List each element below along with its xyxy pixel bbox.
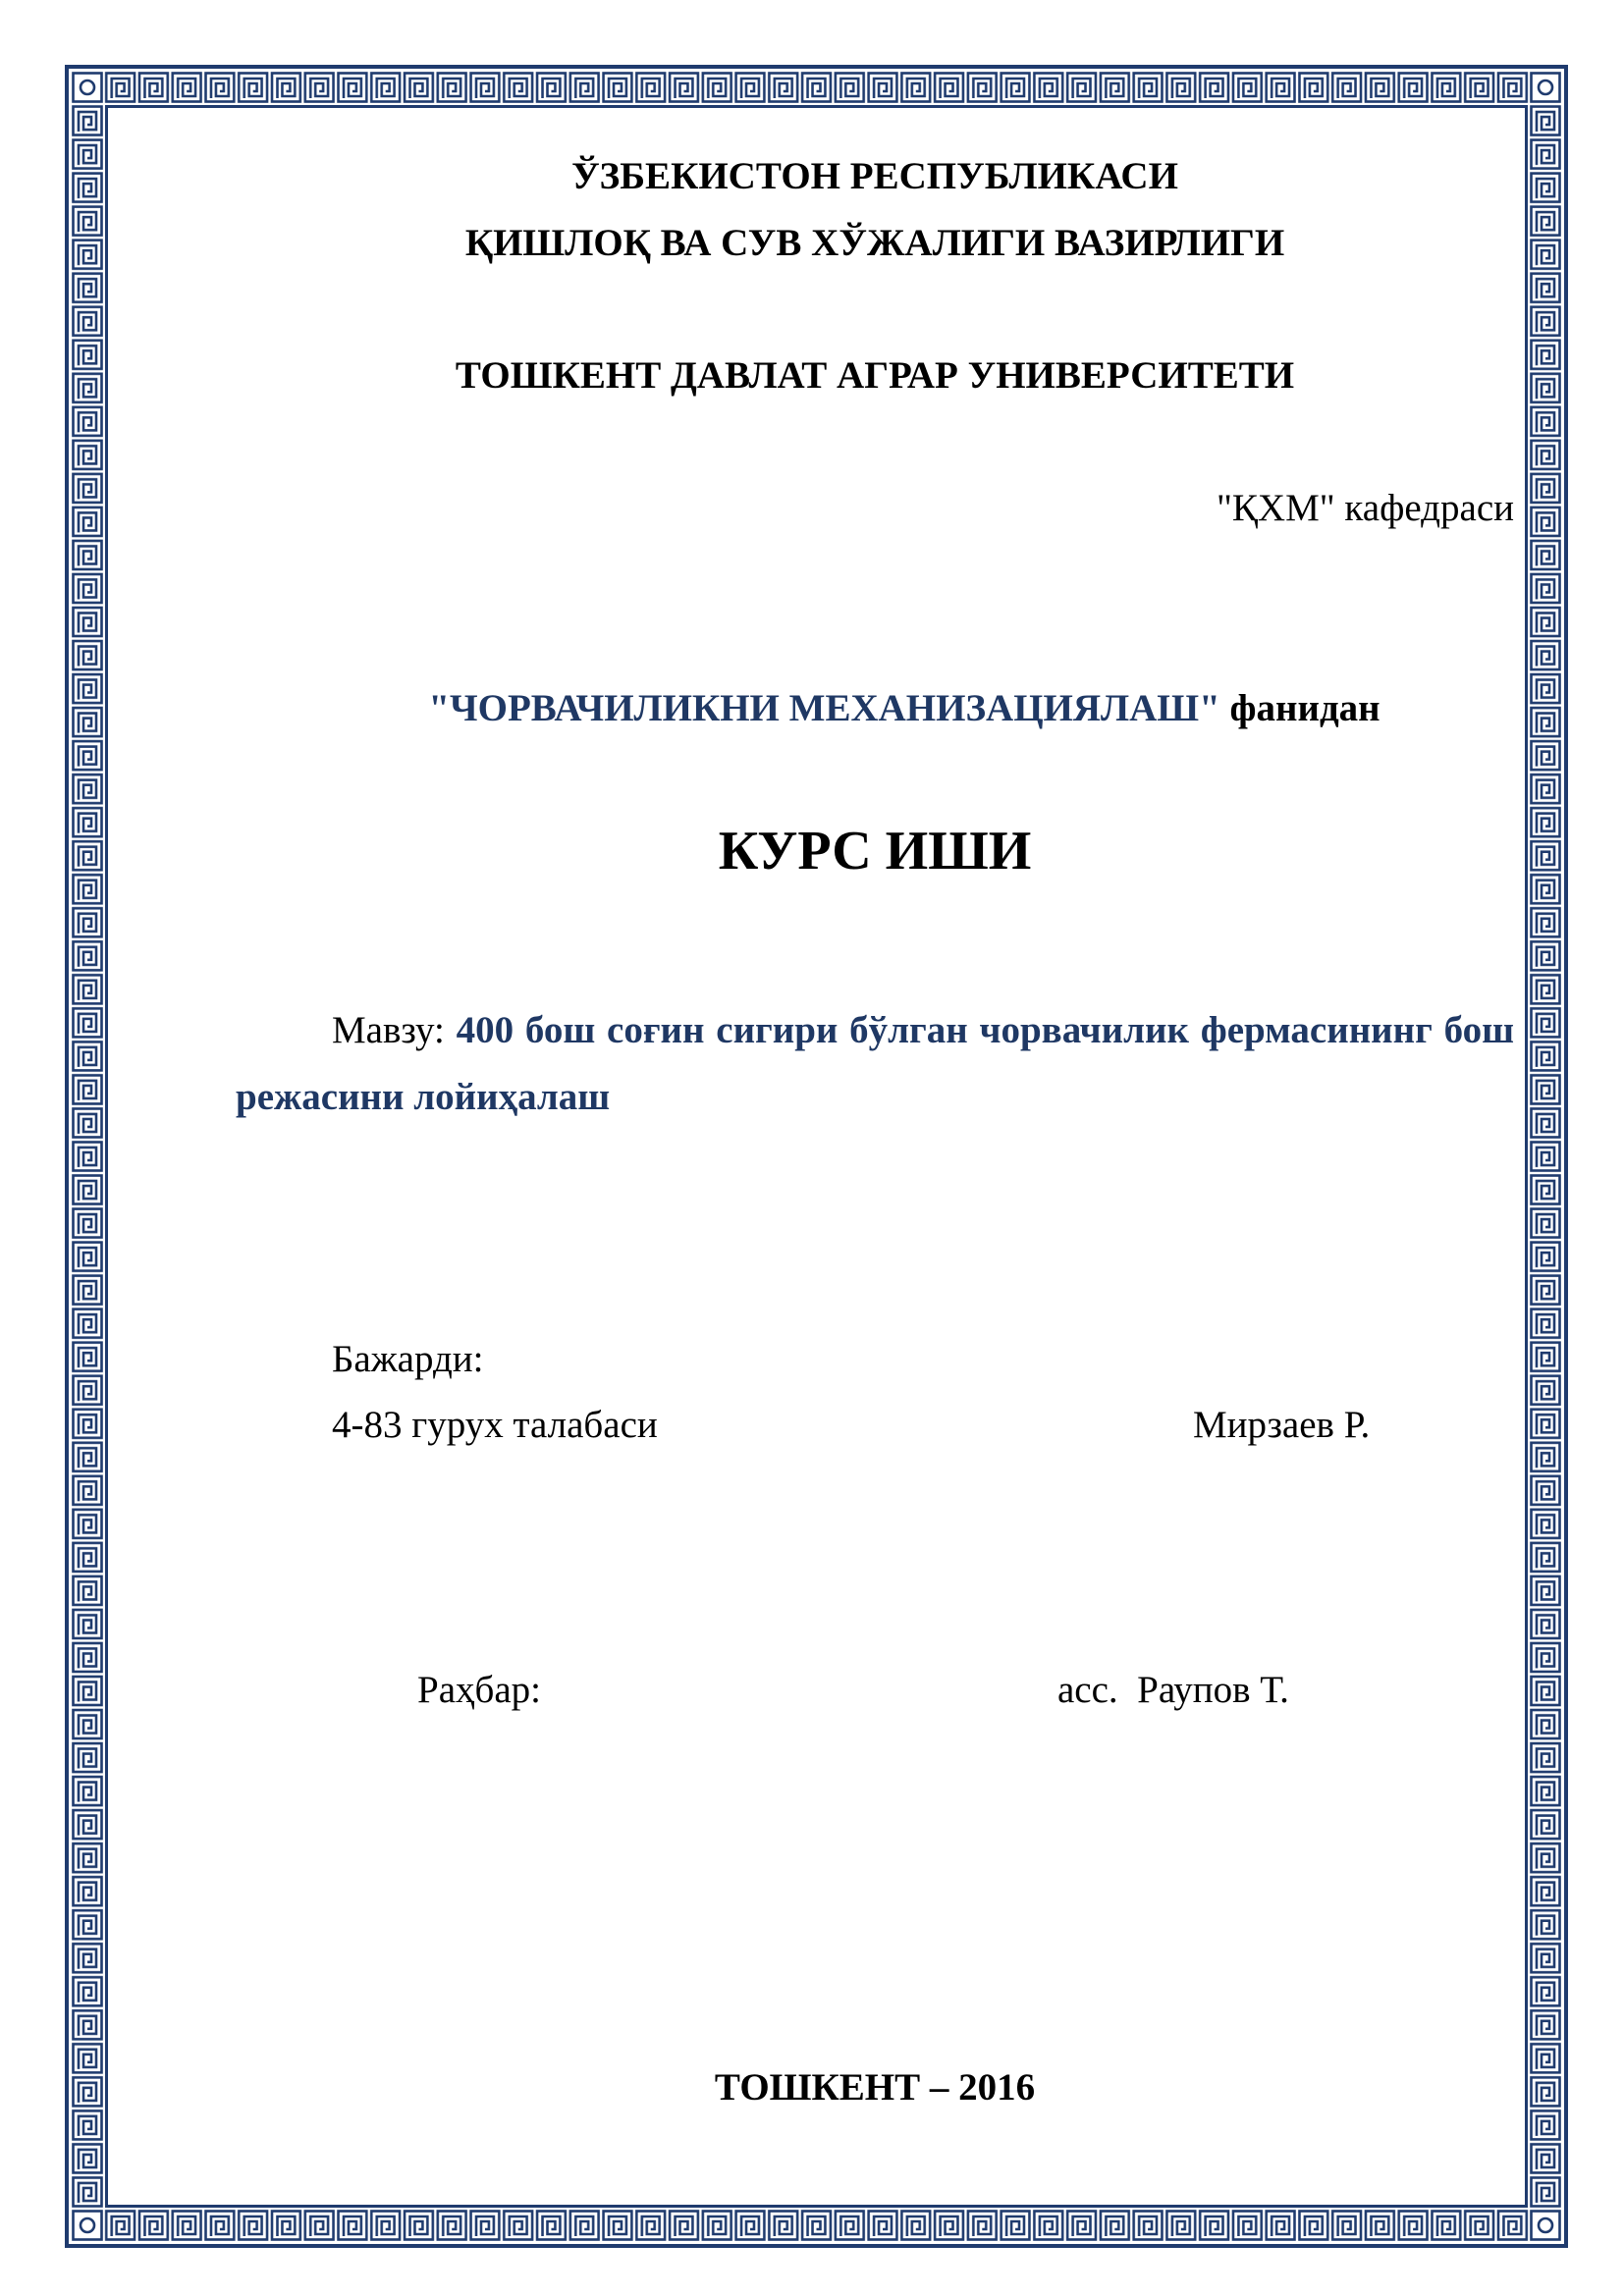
subject-title: "ЧОРВАЧИЛИКНИ МЕХАНИЗАЦИЯЛАШ" xyxy=(428,687,1220,729)
supervisor-label: Раҳбар: xyxy=(417,1669,541,1711)
ministry-heading: ҚИШЛОҚ ВА СУВ ХЎЖАЛИГИ ВАЗИРЛИГИ xyxy=(464,222,1285,264)
topic-paragraph xyxy=(236,997,1514,1131)
subject-suffix: фанидан xyxy=(1229,687,1380,729)
country-heading: ЎЗБЕКИСТОН РЕСПУБЛИКАСИ xyxy=(571,155,1178,197)
city-year-footer: ТОШКЕНТ – 2016 xyxy=(714,2066,1036,2109)
subject-line xyxy=(295,685,1514,731)
university-heading: ТОШКЕНТ ДАВЛАТ АГРАР УНИВЕРСИТЕТИ xyxy=(455,354,1295,397)
topic-text: 400 бош соғин сигири бўлган чорвачилик фермасининг бош режасини лойиҳалаш xyxy=(236,1009,1514,1118)
performer-label: Бажарди: xyxy=(332,1338,484,1380)
performer-name: Мирзаев Р. xyxy=(1193,1404,1371,1446)
topic-label: Мавзу: xyxy=(332,1009,445,1051)
department-label: "ҚХМ" кафедраси xyxy=(1216,487,1514,529)
supervisor-name: асс. Раупов Т. xyxy=(1057,1669,1289,1711)
document-type-title: КУРС ИШИ xyxy=(718,821,1032,881)
performer-group: 4-83 гурух талабаси xyxy=(332,1404,658,1446)
